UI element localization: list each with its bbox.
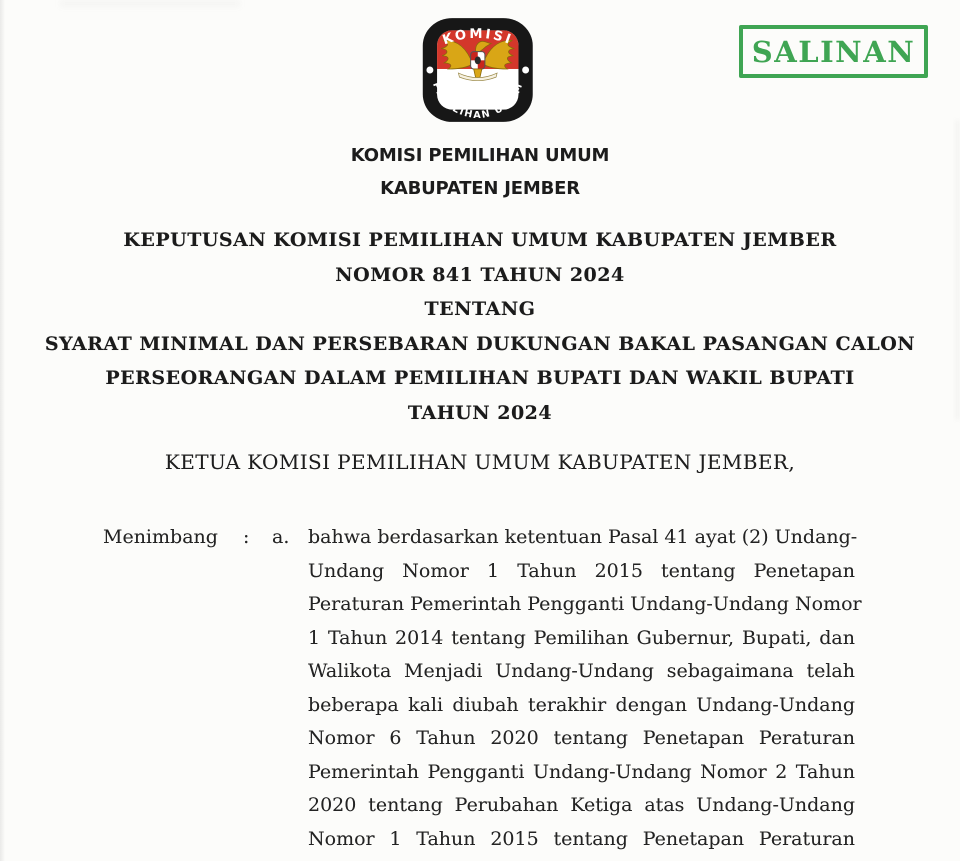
body-line: 2020 tentang Perubahan Ketiga atas Undang-Undang bbox=[308, 794, 855, 816]
emblem-dot-left bbox=[426, 67, 433, 74]
body-line: bahwa berdasarkan ketentuan Pasal 41 ayat (2) Undang- bbox=[308, 526, 858, 548]
salinan-stamp-label: SALINAN bbox=[751, 34, 916, 69]
considerations-section bbox=[103, 521, 862, 856]
title-line: PERSEORANGAN DALAM PEMILIHAN BUPATI DAN WAKIL BUPATI bbox=[105, 367, 855, 389]
title-line: NOMOR 841 TAHUN 2024 bbox=[335, 263, 625, 286]
body-line: Walikota Menjadi Undang-Undang sebagaimana telah bbox=[308, 660, 855, 682]
body-line: Pemerintah Pengganti Undang-Undang Nomor 2 Tahun bbox=[308, 760, 855, 783]
salinan-copy-stamp bbox=[739, 25, 928, 78]
decree-title bbox=[0, 223, 960, 430]
decree-opening-line: KETUA KOMISI PEMILIHAN UMUM KABUPATEN JEMBER, bbox=[164, 450, 796, 474]
body-line: Nomor 6 Tahun 2020 tentang Penetapan Peraturan bbox=[308, 727, 855, 749]
title-line: TENTANG bbox=[424, 298, 536, 320]
body-line: beberapa kali diubah terakhir dengan Undang-Undang bbox=[308, 693, 855, 716]
body-line: Nomor 1 Tahun 2015 tentang Penetapan Peraturan bbox=[308, 827, 855, 850]
emblem-top-text: KOMISI bbox=[440, 26, 515, 49]
emblem-dot-right bbox=[522, 67, 529, 74]
consideration-item-marker: a. bbox=[272, 526, 290, 548]
letterhead-region-name: KABUPATEN JEMBER bbox=[380, 178, 580, 199]
title-line: SYARAT MINIMAL DAN PERSEBARAN DUKUNGAN BAKAL PASANGAN CALON bbox=[44, 332, 916, 355]
consideration-item-text bbox=[308, 521, 862, 856]
considerations-separator: : bbox=[243, 526, 250, 548]
scan-edge-artifact bbox=[0, 0, 5, 861]
kpu-emblem-logo bbox=[422, 16, 534, 124]
body-line: Peraturan Pemerintah Pengganti Undang-Undang Nomor bbox=[308, 593, 862, 615]
considerations-label: Menimbang bbox=[103, 526, 218, 548]
letterhead-org-name: KOMISI PEMILIHAN UMUM bbox=[350, 145, 610, 166]
body-line: Undang Nomor 1 Tahun 2015 tentang Penetapan bbox=[308, 559, 855, 582]
title-line: TAHUN 2024 bbox=[407, 401, 553, 424]
scan-smudge bbox=[60, 0, 240, 7]
emblem-bottom-text: PEMILIHAN UMUM bbox=[430, 80, 526, 121]
body-line: 1 Tahun 2014 tentang Pemilihan Gubernur, Bupati, dan bbox=[308, 626, 855, 649]
letterhead bbox=[0, 139, 960, 205]
title-line: KEPUTUSAN KOMISI PEMILIHAN UMUM KABUPATEN JEMBER bbox=[123, 229, 837, 251]
